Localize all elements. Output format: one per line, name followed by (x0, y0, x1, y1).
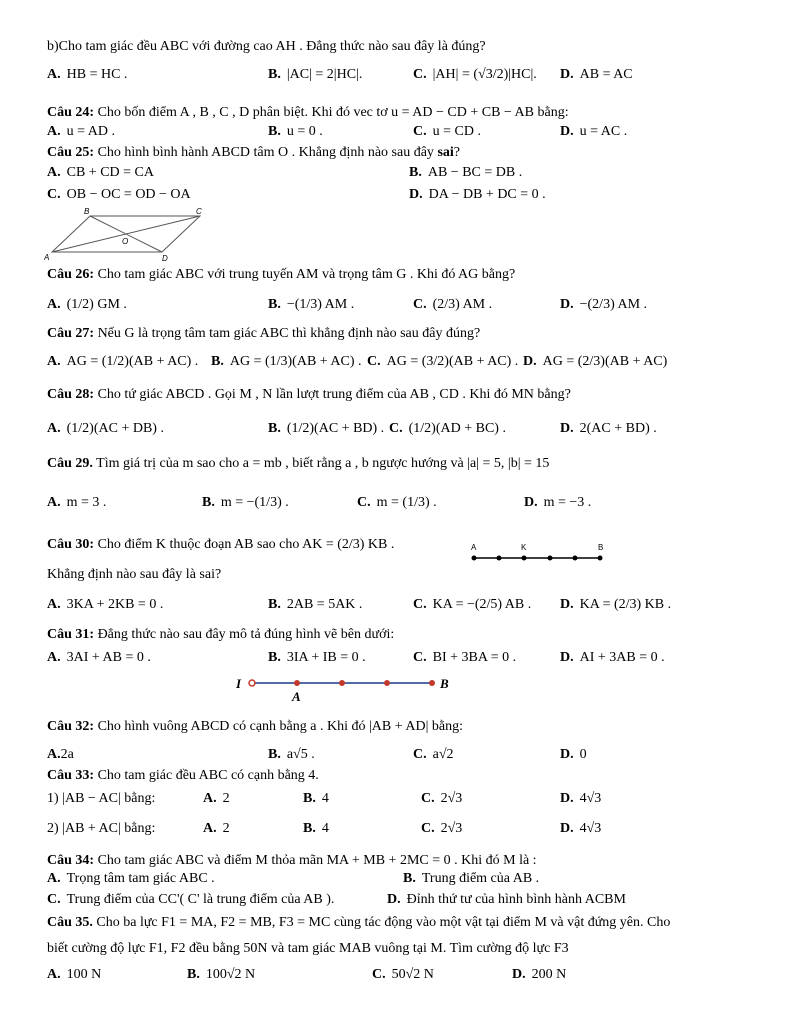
option-a: 3KA + 2KB = 0 . (66, 597, 164, 612)
label-d: D (162, 254, 168, 262)
question-35 (47, 914, 772, 932)
option-a: (1/2)(AC + DB) . (66, 421, 164, 436)
part-label: 1) (47, 791, 59, 806)
question-35-line2 (47, 940, 772, 958)
point (573, 556, 578, 561)
point (598, 556, 603, 561)
option-c: KA = −(2/5) AB . (432, 597, 532, 612)
option-c: 50√2 N (391, 967, 434, 982)
point (384, 680, 390, 686)
option-a: u = AD . (66, 124, 115, 139)
option-c: BI + 3BA = 0 . (432, 650, 517, 665)
option-d: AG = (2/3)(AB + AC) (542, 354, 668, 369)
option-b: −(1/3) AM . (286, 297, 355, 312)
question-27 (47, 325, 772, 343)
option-d: 0 (579, 747, 587, 762)
question-number: Câu 33: (47, 768, 95, 783)
label-a: A (292, 689, 301, 704)
option-a: 2 (222, 821, 230, 836)
option-c: (1/2)(AD + BC) . (408, 421, 506, 436)
question-stem: Đẳng thức nào sau đây mô tả đúng hình vẽ bên dưới: (97, 627, 395, 642)
question-number: Câu 32: (47, 719, 95, 734)
label-b: B (598, 543, 604, 552)
option-c: m = (1/3) . (376, 495, 437, 510)
question-stem: Nếu G là trọng tâm tam giác ABC thì khẳng định nào sau đây đúng? (97, 326, 481, 341)
label-b: B (84, 207, 90, 216)
question-stem: Cho điểm K thuộc đoạn AB sao cho AK = (2/3) KB . (97, 537, 395, 552)
question-number: Câu 35. (47, 915, 93, 930)
question-stem: Tìm giá trị của m sao cho a = mb , biết rằng a , b ngược hướng và |a| = 5, |b| = 15 (96, 456, 550, 471)
segment-ib-figure (232, 672, 462, 704)
option-d: m = −3 . (543, 495, 592, 510)
option-c: (2/3) AM . (432, 297, 493, 312)
question-stem: Cho hình bình hành ABCD tâm O . Khẳng định nào sau đây (97, 145, 434, 160)
question-number: Câu 30: (47, 537, 95, 552)
question-number: Câu 27: (47, 326, 95, 341)
question-30 (47, 536, 772, 554)
question-stem: Cho ba lực F1 = MA, F2 = MB, F3 = MC cùng tác động vào một vật tại điểm M và vật đứng yên. Cho (96, 915, 671, 930)
question-stem: Cho tứ giác ABCD . Gọi M , N lần lượt trung điểm của AB , CD . Khi đó MN bằng? (97, 387, 571, 402)
question-number: Câu 26: (47, 267, 95, 282)
option-b: |AC| = 2|HC|. (286, 67, 363, 82)
option-a: 3AI + AB = 0 . (66, 650, 151, 665)
option-c: 2√3 (440, 791, 463, 806)
label-i: I (236, 676, 242, 691)
question-24 (47, 104, 772, 122)
option-a: 2 (222, 791, 230, 806)
question-23b (47, 38, 772, 56)
option-b: m = −(1/3) . (220, 495, 289, 510)
option-c: a√2 (432, 747, 454, 762)
option-a: 2a (60, 747, 74, 762)
point-b (429, 680, 435, 686)
label-o: O (122, 237, 129, 246)
point (548, 556, 553, 561)
option-d: u = AC . (579, 124, 628, 139)
question-26 (47, 266, 772, 284)
question-31 (47, 626, 772, 644)
question-30-line2 (47, 566, 772, 584)
question-stem: Cho tam giác ABC với trung tuyến AM và trọng tâm G . Khi đó AG bằng? (97, 267, 516, 282)
option-b: 3IA + IB = 0 . (286, 650, 366, 665)
option-d: Đỉnh thứ tư của hình bình hành ACBM (406, 892, 626, 907)
option-b: AB − BC = DB . (427, 165, 523, 180)
label-c: C (196, 207, 202, 216)
point (472, 556, 477, 561)
option-a: CB + CD = CA (66, 165, 154, 180)
option-c: AG = (3/2)(AB + AC) . (386, 354, 519, 369)
option-a: Trọng tâm tam giác ABC . (66, 871, 215, 886)
point-a (294, 680, 300, 686)
option-c: Trung điểm của CC'( C' là trung điểm của AB ). (66, 892, 335, 907)
option-c: |AH| = (√3/2)|HC|. (432, 67, 537, 82)
option-d: DA − DB + DC = 0 . (428, 187, 546, 202)
question-number: Câu 29. (47, 456, 93, 471)
option-a: AG = (1/2)(AB + AC) . (66, 354, 199, 369)
part-expression: |AB − AC| bằng: (62, 791, 156, 806)
question-28 (47, 386, 772, 404)
option-b: 4 (321, 791, 329, 806)
option-b: (1/2)(AC + BD) . (286, 421, 385, 436)
label-k: K (521, 543, 527, 552)
question-stem: biết cường độ lực F1, F2 đều bằng 50N và tam giác MAB vuông tại M. Tìm cường độ lực F3 (47, 941, 569, 956)
option-b: a√5 . (286, 747, 315, 762)
option-c: OB − OC = OD − OA (66, 187, 191, 202)
option-d: KA = (2/3) KB . (579, 597, 672, 612)
option-b: 100√2 N (205, 967, 256, 982)
question-number: Câu 31: (47, 627, 95, 642)
question-number: Câu 28: (47, 387, 95, 402)
question-32 (47, 718, 772, 736)
part-expression: |AB + AC| bằng: (62, 821, 156, 836)
option-d: AB = AC (579, 67, 633, 82)
option-a: HB = HC . (66, 67, 128, 82)
parallelogram-figure (44, 206, 214, 262)
part-label: 2) (47, 821, 59, 836)
label-a: A (44, 253, 50, 262)
option-d: 4√3 (579, 821, 602, 836)
point (339, 680, 345, 686)
question-33 (47, 767, 772, 785)
label-b: B (440, 676, 449, 691)
option-d: 200 N (531, 967, 567, 982)
question-stem: Cho bốn điểm A , B , C , D phân biệt. Khi đó vec tơ u = AD − CD + CB − AB bằng: (97, 105, 569, 120)
diagonal-bd (90, 216, 162, 252)
option-d: AI + 3AB = 0 . (579, 650, 665, 665)
question-stem: Cho tam giác đều ABC có cạnh bằng 4. (97, 768, 319, 783)
question-29 (47, 455, 772, 473)
point-i (249, 680, 255, 686)
question-34 (47, 852, 772, 870)
option-a: (1/2) GM . (66, 297, 127, 312)
option-c: u = CD . (432, 124, 481, 139)
point (522, 556, 527, 561)
options-23b: A. HB = HC . B. |AC| = 2|HC|. C. |AH| = (√3/2)|HC|. D. AB = AC (47, 67, 633, 82)
option-d: 2(AC + BD) . (579, 421, 657, 436)
option-d: −(2/3) AM . (579, 297, 648, 312)
option-b: u = 0 . (286, 124, 323, 139)
question-number: Câu 25: (47, 145, 95, 160)
question-number: Câu 24: (47, 105, 95, 120)
point (497, 556, 502, 561)
question-stem: Cho tam giác ABC và điểm M thỏa mãn MA + MB + 2MC = 0 . Khi đó M là : (97, 853, 537, 868)
question-stem: Cho hình vuông ABCD có cạnh bằng a . Khi đó |AB + AD| bằng: (97, 719, 463, 734)
option-a: 100 N (66, 967, 102, 982)
option-b: AG = (1/3)(AB + AC) . (229, 354, 362, 369)
option-d: 4√3 (579, 791, 602, 806)
question-stem-emphasis: sai (437, 145, 454, 160)
option-c: 2√3 (440, 821, 463, 836)
option-b: Trung điểm của AB . (421, 871, 540, 886)
option-b: 2AB = 5AK . (286, 597, 363, 612)
question-25 (47, 144, 772, 162)
option-b: 4 (321, 821, 329, 836)
question-stem: Khẳng định nào sau đây là sai? (47, 567, 222, 582)
question-stem-end: ? (453, 145, 460, 160)
question-stem: b)Cho tam giác đều ABC với đường cao AH . Đẳng thức nào sau đây là đúng? (47, 39, 486, 54)
option-a: m = 3 . (66, 495, 107, 510)
question-number: Câu 34: (47, 853, 95, 868)
segment-ab-figure (458, 540, 618, 564)
label-a: A (471, 543, 477, 552)
